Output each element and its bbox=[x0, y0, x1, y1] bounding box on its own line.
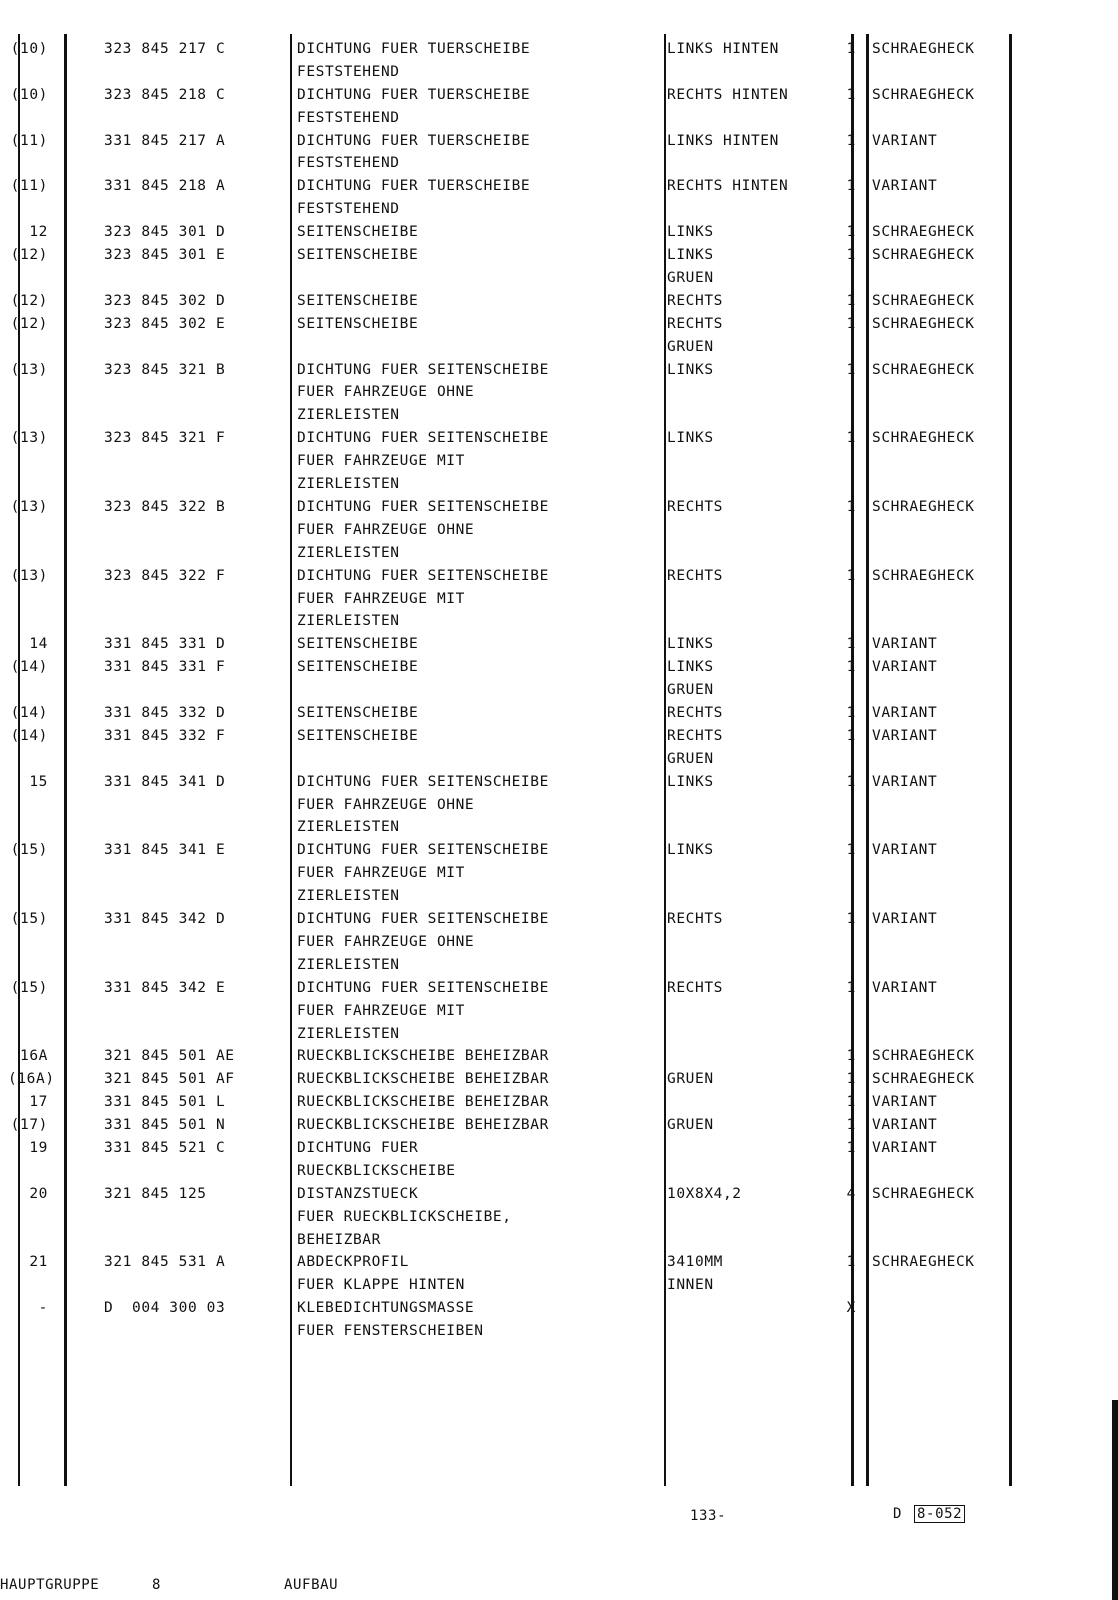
model-variant: VARIANT bbox=[872, 1094, 938, 1111]
table-row bbox=[0, 771, 1040, 840]
item-position: (13) bbox=[10, 430, 48, 447]
part-remark bbox=[667, 977, 723, 1000]
part-number: 323 845 322 B bbox=[104, 498, 226, 515]
part-description bbox=[297, 84, 530, 130]
part-number: 321 845 501 AE bbox=[104, 1048, 235, 1065]
quantity: X bbox=[846, 1300, 856, 1317]
table-row bbox=[0, 1068, 1040, 1091]
part-remark bbox=[667, 244, 714, 290]
description-line: SEITENSCHEIBE bbox=[297, 659, 419, 676]
description-line: SEITENSCHEIBE bbox=[297, 636, 419, 653]
part-description bbox=[297, 1091, 549, 1114]
item-position: (14) bbox=[10, 705, 48, 721]
description-line: SEITENSCHEIBE bbox=[297, 315, 419, 332]
model-variant: SCHRAEGHECK bbox=[872, 1048, 975, 1065]
quantity: 1 bbox=[846, 1117, 856, 1134]
part-number: 331 845 501 L bbox=[104, 1094, 226, 1111]
remark-line: GRUEN bbox=[667, 338, 714, 355]
quantity: 1 bbox=[846, 842, 856, 859]
description-line bbox=[297, 267, 418, 290]
model-variant: SCHRAEGHECK bbox=[872, 498, 975, 515]
description-line: RUECKBLICKSCHEIBE BEHEIZBAR bbox=[297, 1071, 549, 1088]
item-position: 16A bbox=[20, 1048, 48, 1065]
item-position: (13) bbox=[10, 498, 48, 515]
part-number: 323 845 321 B bbox=[104, 361, 226, 378]
part-description bbox=[297, 38, 530, 84]
part-remark bbox=[667, 1251, 723, 1297]
part-remark bbox=[667, 313, 723, 359]
remark-line: RECHTS bbox=[667, 292, 723, 309]
table-row bbox=[0, 1045, 1040, 1068]
description-line: DICHTUNG FUER bbox=[297, 1140, 419, 1156]
description-line: ZIERLEISTEN bbox=[297, 1025, 400, 1042]
description-line: KLEBEDICHTUNGSMASSE bbox=[297, 1300, 475, 1317]
model-variant: SCHRAEGHECK bbox=[872, 1185, 975, 1202]
description-line: DICHTUNG FUER SEITENSCHEIBE bbox=[297, 842, 549, 859]
description-line bbox=[297, 679, 418, 702]
quantity: 1 bbox=[846, 727, 856, 744]
description-line: FUER FENSTERSCHEIBEN bbox=[297, 1323, 484, 1340]
item-position: (15) bbox=[10, 979, 48, 996]
model-variant: VARIANT bbox=[872, 1117, 938, 1134]
description-line: DICHTUNG FUER SEITENSCHEIBE bbox=[297, 498, 549, 515]
part-description bbox=[297, 1137, 456, 1183]
description-line: DICHTUNG FUER TUERSCHEIBE bbox=[297, 178, 531, 195]
table-row bbox=[0, 839, 1040, 908]
part-number: 323 845 301 D bbox=[104, 224, 226, 241]
item-position: - bbox=[38, 1300, 48, 1317]
part-description bbox=[297, 656, 418, 702]
remark-line: LINKS bbox=[667, 247, 714, 264]
table-row bbox=[0, 1137, 1040, 1183]
remark-line: RECHTS bbox=[667, 979, 723, 996]
table-row bbox=[0, 1297, 1040, 1343]
description-line: ZIERLEISTEN bbox=[297, 888, 400, 905]
description-line: SEITENSCHEIBE bbox=[297, 224, 419, 241]
part-description bbox=[297, 496, 549, 565]
part-description bbox=[297, 427, 549, 496]
part-number: 321 845 531 A bbox=[104, 1254, 226, 1271]
parts-table bbox=[0, 38, 1040, 1343]
quantity: 1 bbox=[846, 705, 856, 721]
part-remark bbox=[667, 656, 714, 702]
model-variant: SCHRAEGHECK bbox=[872, 247, 975, 264]
item-position: 15 bbox=[29, 773, 48, 790]
description-line: FUER FAHRZEUGE MIT bbox=[297, 865, 465, 882]
item-position: (14) bbox=[10, 659, 48, 676]
part-description bbox=[297, 1068, 549, 1091]
part-remark bbox=[667, 725, 723, 771]
quantity: 1 bbox=[846, 86, 856, 103]
part-description bbox=[297, 977, 549, 1046]
table-row bbox=[0, 1091, 1040, 1114]
model-variant: VARIANT bbox=[872, 659, 938, 676]
description-line: FUER FAHRZEUGE OHNE bbox=[297, 521, 475, 538]
part-number: 331 845 342 D bbox=[104, 911, 226, 928]
reference-code-box: 8-052 bbox=[914, 1505, 965, 1523]
description-line: ZIERLEISTEN bbox=[297, 956, 400, 973]
remark-line: LINKS bbox=[667, 430, 714, 447]
quantity: 1 bbox=[846, 1048, 856, 1065]
quantity: 1 bbox=[846, 1071, 856, 1088]
item-position: (10) bbox=[10, 41, 48, 57]
description-line: FUER FAHRZEUGE MIT bbox=[297, 453, 465, 470]
quantity: 1 bbox=[846, 41, 856, 57]
table-row bbox=[0, 565, 1040, 634]
description-line: DICHTUNG FUER SEITENSCHEIBE bbox=[297, 361, 549, 378]
remark-line: RECHTS HINTEN bbox=[667, 178, 789, 195]
remark-line: GRUEN bbox=[667, 1117, 714, 1134]
remark-line: LINKS bbox=[667, 773, 714, 790]
model-variant: SCHRAEGHECK bbox=[872, 361, 975, 378]
item-position: (17) bbox=[10, 1117, 48, 1134]
remark-line: GRUEN bbox=[667, 750, 714, 767]
quantity: 4 bbox=[846, 1185, 856, 1202]
table-row bbox=[0, 977, 1040, 1046]
model-variant: SCHRAEGHECK bbox=[872, 86, 975, 103]
part-number: 331 845 217 A bbox=[104, 132, 226, 149]
remark-line: 3410MM bbox=[667, 1254, 723, 1271]
description-line: FUER FAHRZEUGE MIT bbox=[297, 590, 465, 607]
description-line: FESTSTEHEND bbox=[297, 109, 400, 126]
part-number: 331 845 341 D bbox=[104, 773, 226, 790]
description-line: ZIERLEISTEN bbox=[297, 819, 400, 836]
item-position: 17 bbox=[29, 1094, 48, 1111]
part-description bbox=[297, 633, 418, 656]
description-line: FUER RUECKBLICKSCHEIBE, bbox=[297, 1208, 512, 1225]
description-line: DICHTUNG FUER TUERSCHEIBE bbox=[297, 86, 531, 103]
remark-line: LINKS bbox=[667, 842, 714, 859]
item-position: 21 bbox=[29, 1254, 48, 1271]
part-number: 323 845 218 C bbox=[104, 86, 226, 103]
description-line: ZIERLEISTEN bbox=[297, 407, 400, 424]
part-description bbox=[297, 1183, 512, 1252]
table-row bbox=[0, 427, 1040, 496]
model-variant: VARIANT bbox=[872, 773, 938, 790]
part-description bbox=[297, 1297, 484, 1343]
part-remark bbox=[667, 702, 723, 725]
quantity: 1 bbox=[846, 773, 856, 790]
description-line: DICHTUNG FUER SEITENSCHEIBE bbox=[297, 911, 549, 928]
table-row bbox=[0, 1183, 1040, 1252]
part-remark bbox=[667, 130, 779, 153]
item-position: (12) bbox=[10, 315, 48, 332]
scan-edge bbox=[1112, 1400, 1118, 1600]
description-line: FUER KLAPPE HINTEN bbox=[297, 1277, 465, 1294]
quantity: 1 bbox=[846, 292, 856, 309]
quantity: 1 bbox=[846, 430, 856, 447]
model-variant: VARIANT bbox=[872, 842, 938, 859]
model-variant: VARIANT bbox=[872, 727, 938, 744]
remark-line: GRUEN bbox=[667, 269, 714, 286]
remark-line: RECHTS HINTEN bbox=[667, 86, 789, 103]
model-variant: SCHRAEGHECK bbox=[872, 430, 975, 447]
table-row bbox=[0, 290, 1040, 313]
part-remark bbox=[667, 175, 788, 198]
model-variant: VARIANT bbox=[872, 705, 938, 721]
part-number: 331 845 501 N bbox=[104, 1117, 226, 1134]
remark-line: GRUEN bbox=[667, 682, 714, 699]
item-position: 19 bbox=[29, 1140, 48, 1156]
description-line: BEHEIZBAR bbox=[297, 1231, 381, 1248]
description-line: FUER FAHRZEUGE OHNE bbox=[297, 796, 475, 813]
part-remark bbox=[667, 771, 714, 794]
part-description bbox=[297, 1251, 465, 1297]
remark-line: INNEN bbox=[667, 1277, 714, 1294]
item-position: (12) bbox=[10, 247, 48, 264]
quantity: 1 bbox=[846, 636, 856, 653]
part-number: 331 845 332 F bbox=[104, 727, 226, 744]
part-description bbox=[297, 130, 530, 176]
item-position: 20 bbox=[29, 1185, 48, 1202]
part-remark bbox=[667, 1068, 714, 1091]
part-description bbox=[297, 1045, 549, 1068]
part-description bbox=[297, 313, 418, 359]
remark-line: LINKS bbox=[667, 636, 714, 653]
table-row bbox=[0, 175, 1040, 221]
quantity: 1 bbox=[846, 1254, 856, 1271]
reference-prefix: D bbox=[893, 1506, 903, 1522]
part-number: 323 845 322 F bbox=[104, 567, 226, 584]
table-row bbox=[0, 656, 1040, 702]
remark-line: LINKS bbox=[667, 659, 714, 676]
table-row bbox=[0, 496, 1040, 565]
description-line: DICHTUNG FUER SEITENSCHEIBE bbox=[297, 567, 549, 584]
description-line: RUECKBLICKSCHEIBE bbox=[297, 1162, 456, 1179]
remark-line: 10X8X4,2 bbox=[667, 1185, 742, 1202]
table-row bbox=[0, 633, 1040, 656]
model-variant: VARIANT bbox=[872, 979, 938, 996]
part-number: 331 845 332 D bbox=[104, 705, 226, 721]
table-row bbox=[0, 725, 1040, 771]
remark-line: LINKS bbox=[667, 361, 714, 378]
remark-line: GRUEN bbox=[667, 1071, 714, 1088]
group-number: 8 bbox=[152, 1577, 162, 1593]
table-row bbox=[0, 130, 1040, 176]
item-position: 14 bbox=[29, 636, 48, 653]
table-row bbox=[0, 908, 1040, 977]
part-description bbox=[297, 1114, 549, 1137]
table-row bbox=[0, 1114, 1040, 1137]
part-number: 331 845 331 F bbox=[104, 659, 226, 676]
description-line: ZIERLEISTEN bbox=[297, 544, 400, 561]
description-line: SEITENSCHEIBE bbox=[297, 247, 419, 264]
description-line: FUER FAHRZEUGE OHNE bbox=[297, 933, 475, 950]
part-description bbox=[297, 359, 549, 428]
item-position: (11) bbox=[10, 132, 48, 149]
part-remark bbox=[667, 908, 723, 931]
part-number: 323 845 302 D bbox=[104, 292, 226, 309]
remark-line: RECHTS bbox=[667, 498, 723, 515]
model-variant: SCHRAEGHECK bbox=[872, 292, 975, 309]
description-line: DICHTUNG FUER TUERSCHEIBE bbox=[297, 132, 531, 149]
description-line: DISTANZSTUECK bbox=[297, 1185, 419, 1202]
item-position: (16A) bbox=[8, 1071, 55, 1088]
part-number: 331 845 218 A bbox=[104, 178, 226, 195]
part-description bbox=[297, 771, 549, 840]
part-description bbox=[297, 725, 418, 771]
part-description bbox=[297, 908, 549, 977]
part-description bbox=[297, 221, 418, 244]
table-row bbox=[0, 221, 1040, 244]
page-number: 133- bbox=[690, 1508, 727, 1524]
item-position: (15) bbox=[10, 842, 48, 859]
part-remark bbox=[667, 221, 714, 244]
part-number: 323 845 302 E bbox=[104, 315, 226, 332]
part-remark bbox=[667, 1183, 742, 1206]
quantity: 1 bbox=[846, 567, 856, 584]
description-line: SEITENSCHEIBE bbox=[297, 727, 419, 744]
part-remark bbox=[667, 633, 714, 656]
quantity: 1 bbox=[846, 1094, 856, 1111]
model-variant: VARIANT bbox=[872, 132, 938, 149]
page-reference bbox=[893, 1506, 965, 1522]
item-position: (14) bbox=[10, 727, 48, 744]
quantity: 1 bbox=[846, 247, 856, 264]
model-variant: SCHRAEGHECK bbox=[872, 41, 975, 57]
description-line: FUER FAHRZEUGE OHNE bbox=[297, 384, 475, 401]
part-description bbox=[297, 702, 418, 725]
part-remark bbox=[667, 427, 714, 450]
quantity: 1 bbox=[846, 979, 856, 996]
quantity: 1 bbox=[846, 498, 856, 515]
description-line: DICHTUNG FUER SEITENSCHEIBE bbox=[297, 979, 549, 996]
description-line: ABDECKPROFIL bbox=[297, 1254, 409, 1271]
quantity: 1 bbox=[846, 315, 856, 332]
remark-line: RECHTS bbox=[667, 727, 723, 744]
part-remark bbox=[667, 1114, 714, 1137]
quantity: 1 bbox=[846, 224, 856, 241]
description-line: DICHTUNG FUER SEITENSCHEIBE bbox=[297, 773, 549, 790]
remark-line: LINKS HINTEN bbox=[667, 41, 779, 57]
group-label: HAUPTGRUPPE bbox=[0, 1577, 100, 1593]
description-line: DICHTUNG FUER TUERSCHEIBE bbox=[297, 41, 531, 57]
model-variant: SCHRAEGHECK bbox=[872, 224, 975, 241]
remark-line: LINKS bbox=[667, 224, 714, 241]
part-number: 323 845 217 C bbox=[104, 41, 226, 57]
part-number: 331 845 331 D bbox=[104, 636, 226, 653]
model-variant: SCHRAEGHECK bbox=[872, 315, 975, 332]
quantity: 1 bbox=[846, 361, 856, 378]
description-line: DICHTUNG FUER SEITENSCHEIBE bbox=[297, 430, 549, 447]
part-number: 323 845 321 F bbox=[104, 430, 226, 447]
part-number: 321 845 125 bbox=[104, 1185, 207, 1202]
quantity: 1 bbox=[846, 178, 856, 195]
table-row bbox=[0, 244, 1040, 290]
description-line: FESTSTEHEND bbox=[297, 63, 400, 80]
quantity: 1 bbox=[846, 659, 856, 676]
description-line: FUER FAHRZEUGE MIT bbox=[297, 1002, 465, 1019]
part-number: 323 845 301 E bbox=[104, 247, 226, 264]
description-line: RUECKBLICKSCHEIBE BEHEIZBAR bbox=[297, 1117, 549, 1134]
item-position: (11) bbox=[10, 178, 48, 195]
remark-line: LINKS HINTEN bbox=[667, 132, 779, 149]
part-remark bbox=[667, 839, 714, 862]
table-row bbox=[0, 359, 1040, 428]
part-remark bbox=[667, 84, 788, 107]
part-description bbox=[297, 839, 549, 908]
item-position: (13) bbox=[10, 361, 48, 378]
remark-line: RECHTS bbox=[667, 315, 723, 332]
description-line: RUECKBLICKSCHEIBE BEHEIZBAR bbox=[297, 1094, 549, 1111]
part-remark bbox=[667, 359, 714, 382]
item-position: 12 bbox=[29, 224, 48, 241]
part-number: 331 845 341 E bbox=[104, 842, 226, 859]
part-number: D 004 300 03 bbox=[104, 1300, 226, 1317]
item-position: (13) bbox=[10, 567, 48, 584]
part-number: 321 845 501 AF bbox=[104, 1071, 235, 1088]
part-description bbox=[297, 290, 418, 313]
description-line: SEITENSCHEIBE bbox=[297, 292, 419, 309]
part-remark bbox=[667, 496, 723, 519]
quantity: 1 bbox=[846, 132, 856, 149]
description-line: RUECKBLICKSCHEIBE BEHEIZBAR bbox=[297, 1048, 549, 1065]
part-description bbox=[297, 175, 530, 221]
model-variant: VARIANT bbox=[872, 1140, 938, 1156]
model-variant: SCHRAEGHECK bbox=[872, 567, 975, 584]
table-row bbox=[0, 702, 1040, 725]
table-row bbox=[0, 84, 1040, 130]
remark-line: RECHTS bbox=[667, 911, 723, 928]
part-description bbox=[297, 244, 418, 290]
table-row bbox=[0, 38, 1040, 84]
group-name: AUFBAU bbox=[284, 1577, 339, 1593]
description-line bbox=[297, 336, 418, 359]
part-remark bbox=[667, 290, 723, 313]
part-remark bbox=[667, 38, 779, 61]
description-line: ZIERLEISTEN bbox=[297, 613, 400, 630]
item-position: (15) bbox=[10, 911, 48, 928]
part-remark bbox=[667, 565, 723, 588]
description-line: FESTSTEHEND bbox=[297, 155, 400, 172]
quantity: 1 bbox=[846, 1140, 856, 1156]
description-line: ZIERLEISTEN bbox=[297, 476, 400, 493]
table-row bbox=[0, 313, 1040, 359]
model-variant: SCHRAEGHECK bbox=[872, 1071, 975, 1088]
model-variant: SCHRAEGHECK bbox=[872, 1254, 975, 1271]
quantity: 1 bbox=[846, 911, 856, 928]
remark-line: RECHTS bbox=[667, 567, 723, 584]
description-line bbox=[297, 748, 418, 771]
description-line: SEITENSCHEIBE bbox=[297, 705, 419, 721]
description-line: FESTSTEHEND bbox=[297, 201, 400, 218]
model-variant: VARIANT bbox=[872, 178, 938, 195]
item-position: (10) bbox=[10, 86, 48, 103]
item-position: (12) bbox=[10, 292, 48, 309]
remark-line: RECHTS bbox=[667, 705, 723, 721]
model-variant: VARIANT bbox=[872, 636, 938, 653]
model-variant: VARIANT bbox=[872, 911, 938, 928]
part-number: 331 845 521 C bbox=[104, 1140, 226, 1156]
part-description bbox=[297, 565, 549, 634]
part-number: 331 845 342 E bbox=[104, 979, 226, 996]
table-row bbox=[0, 1251, 1040, 1297]
